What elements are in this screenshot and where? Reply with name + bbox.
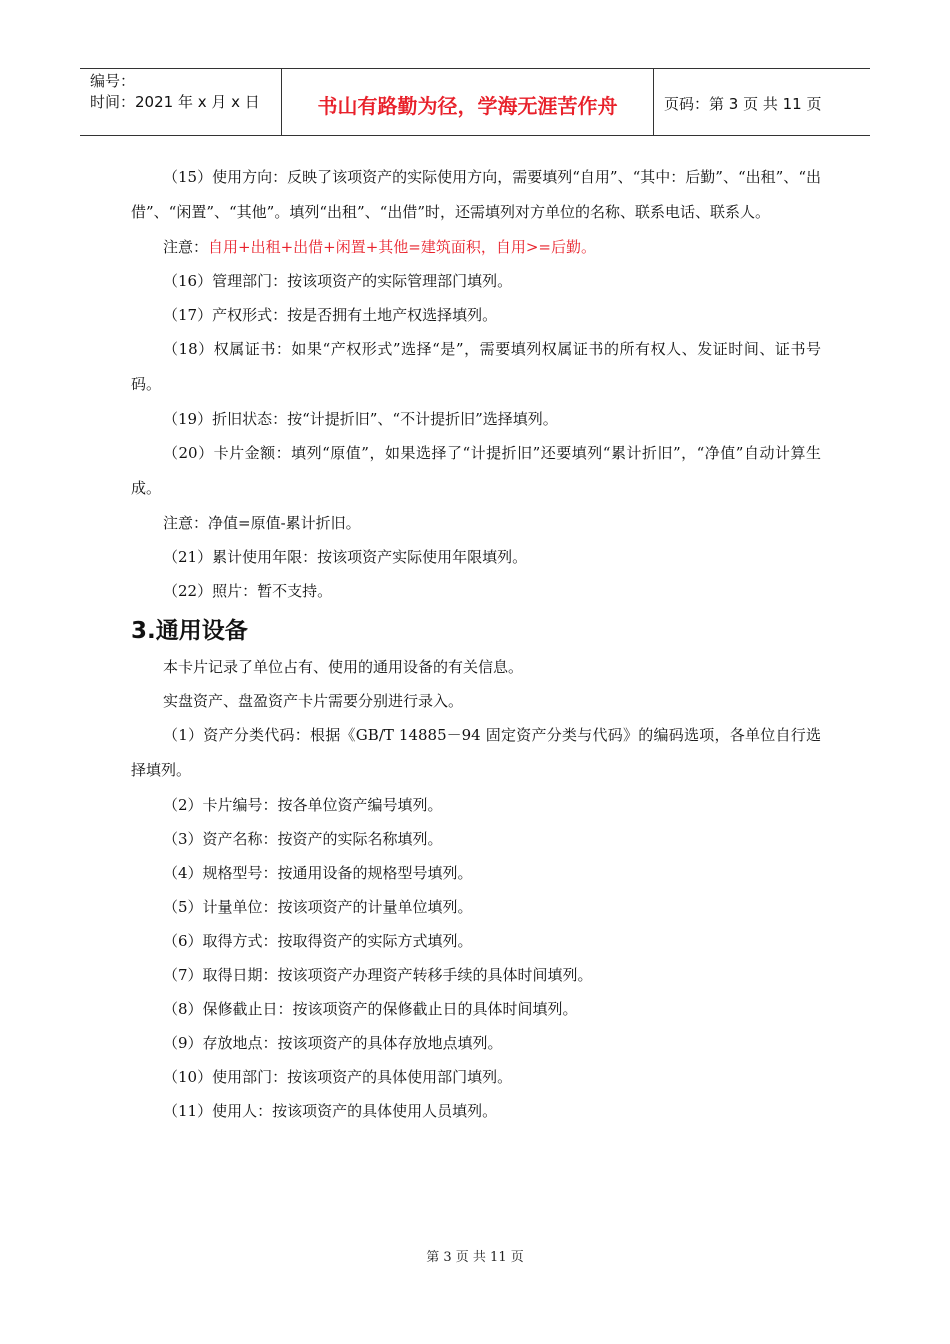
paragraph-21: （21）累计使用年限：按该项资产实际使用年限填列。 (163, 548, 528, 566)
paragraph-22: （22）照片：暂不支持。 (163, 582, 333, 600)
note-red-paragraph (131, 230, 821, 264)
item-5: （5）计量单位：按该项资产的计量单位填列。 (163, 898, 473, 916)
paragraph-17: （17）产权形式：按是否拥有土地产权选择填列。 (163, 306, 498, 324)
section-note: 实盘资产、盘盈资产卡片需要分别进行录入。 (163, 692, 464, 710)
number-label: 编号： (90, 72, 136, 90)
item-8: （8）保修截止日：按该项资产的保修截止日的具体时间填列。 (163, 1000, 578, 1018)
item-1: （1）资产分类代码：根据《GB/T 14885－94 固定资产分类与代码》的编码选项，各单位自行选择填列。 (131, 726, 821, 779)
paragraph-18: （18）权属证书：如果“产权形式”选择“是”，需要填列权属证书的所有权人、发证时间、证书号码。 (131, 340, 821, 393)
note-prefix: 注意： (163, 238, 209, 256)
page-header (80, 68, 870, 136)
header-motto: 书山有路勤为径，学海无涯苦作舟 (282, 69, 654, 135)
section-title: 3.通用设备 (131, 618, 248, 644)
item-2: （2）卡片编号：按各单位资产编号填列。 (163, 796, 443, 814)
page-footer: 第 3 页 共 11 页 (426, 1250, 524, 1265)
section-intro: 本卡片记录了单位占有、使用的通用设备的有关信息。 (163, 658, 524, 676)
header-page-info: 页码：第 3 页 共 11 页 (664, 94, 822, 113)
item-11: （11）使用人：按该项资产的具体使用人员填列。 (163, 1102, 498, 1120)
paragraph-16: （16）管理部门：按该项资产的实际管理部门填列。 (163, 272, 513, 290)
item-7: （7）取得日期：按该项资产办理资产转移手续的具体时间填列。 (163, 966, 593, 984)
paragraph-19: （19）折旧状态：按“计提折旧”、“不计提折旧”选择填列。 (163, 410, 558, 428)
paragraph-20: （20）卡片金额：填列“原值”，如果选择了“计提折旧”还要填列“累计折旧”，“净值”自动计算生成。 (131, 444, 821, 497)
item-6: （6）取得方式：按取得资产的实际方式填列。 (163, 932, 473, 950)
note-net-value: 注意：净值=原值-累计折旧。 (163, 514, 361, 532)
item-3: （3）资产名称：按资产的实际名称填列。 (163, 830, 443, 848)
header-meta (80, 69, 282, 135)
paragraph-15: （15）使用方向：反映了该项资产的实际使用方向，需要填列“自用”、“其中：后勤”、“出租”、“出借”、“闲置”、“其他”。填列“出租”、“出借”时，还需填列对方单位的名称、联系电话、联系人。 (131, 168, 821, 221)
note-red-text: 自用+出租+出借+闲置+其他=建筑面积，自用>=后勤。 (208, 238, 596, 256)
item-4: （4）规格型号：按通用设备的规格型号填列。 (163, 864, 473, 882)
item-10: （10）使用部门：按该项资产的具体使用部门填列。 (163, 1068, 513, 1086)
time-label: 时间：2021 年 x 月 x 日 (90, 93, 260, 111)
item-9: （9）存放地点：按该项资产的具体存放地点填列。 (163, 1034, 503, 1052)
document-body (131, 160, 821, 1128)
